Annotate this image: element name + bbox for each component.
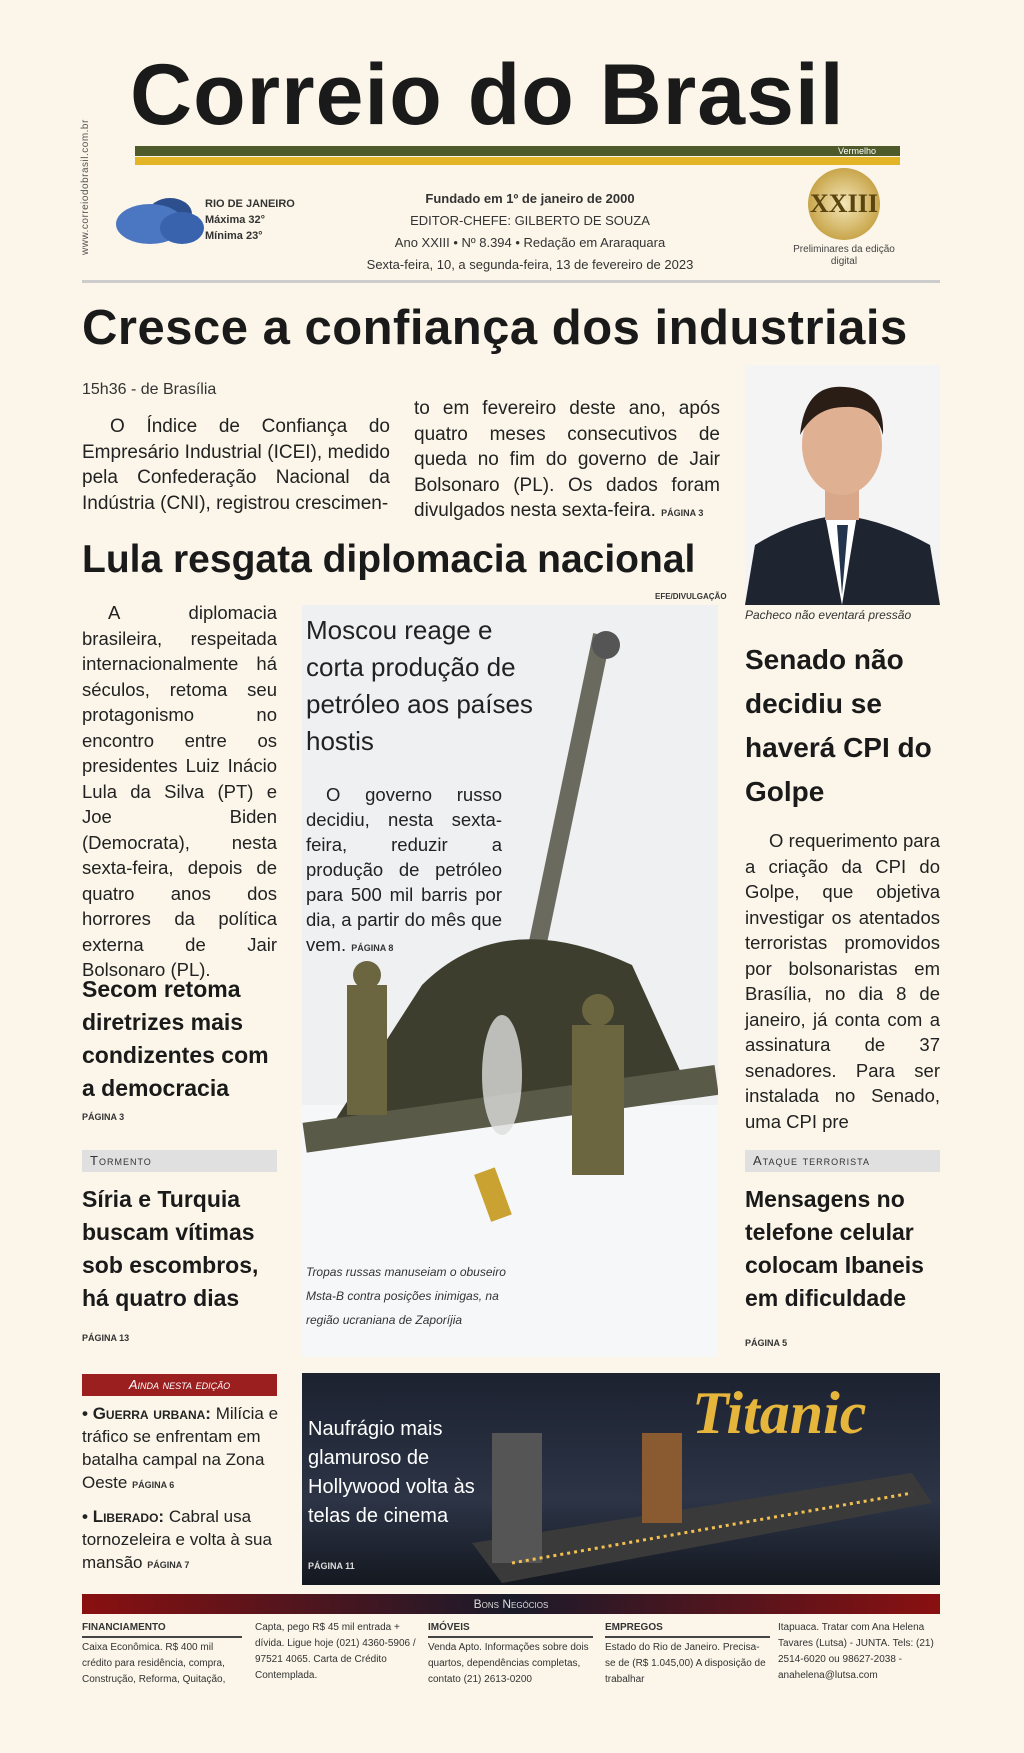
diplomacy-body: A diplomacia brasileira, respeitada internacionalmente há séculos, retoma seu protagonismo no encontro entre os presidentes Luiz Inácio Lula da Silva (PT) e Joe Biden (Democrata), nesta sexta-feira, depois de quatro anos dos horrores da política externa de Jair Bolsonaro (PL). bbox=[82, 602, 277, 980]
lead-col2: to em fevereiro deste ano, após quatro meses consecutivos de queda no fim do governo de Jair Bolsonaro (PL). Os dados foram divulgados nesta sexta-feira. PÁGINA 3 bbox=[414, 398, 720, 521]
ainda-tag: Ainda nesta edição bbox=[82, 1374, 277, 1396]
page-ref[interactable]: PÁGINA 3 bbox=[661, 508, 704, 518]
classified-col: EMPREGOS Estado do Rio de Janeiro. Precisa-se de (R$ 1.045,00) A disposição de trabalhar bbox=[605, 1620, 770, 1688]
classified-col: Capta, pego R$ 45 mil entrada + dívida. Ligue hoje (021) 4360-5906 / 97521 4065. Carta de Crédito Contemplada. bbox=[255, 1622, 416, 1681]
ainda-list bbox=[82, 1402, 282, 1577]
anniversary-seal: XXIII bbox=[808, 168, 880, 240]
diplomacy-headline[interactable]: Lula resgata diplomacia nacional bbox=[82, 538, 696, 581]
classified-col: Itapuaca. Tratar com Ana Helena Tavares (Lutsa) - JUNTA. Tels: (21) 2514-6020 ou 98627-2038 - anahelena@lutsa.com bbox=[778, 1622, 934, 1681]
side-url: www.correiodobrasil.com.br bbox=[80, 119, 91, 255]
secom-page[interactable]: PÁGINA 3 bbox=[82, 1112, 125, 1122]
titanic-text: Naufrágio mais glamuroso de Hollywood volta às telas de cinema bbox=[308, 1418, 475, 1527]
founded: Fundado em 1º de janeiro de 2000 bbox=[425, 191, 635, 206]
ataque-tag: Ataque terrorista bbox=[745, 1150, 940, 1172]
weather-city: RIO DE JANEIRO bbox=[205, 198, 295, 210]
weather bbox=[205, 196, 295, 244]
masthead-gold-bar bbox=[135, 157, 900, 165]
classifieds-bar: Bons Negócios bbox=[82, 1594, 940, 1614]
ataque-page[interactable]: PÁGINA 5 bbox=[745, 1338, 788, 1348]
photo-credit: EFE/DIVULGAÇÃO bbox=[655, 592, 727, 601]
lead-headline[interactable]: Cresce a confiança dos industriais bbox=[82, 301, 908, 355]
edition-mark: Vermelho bbox=[838, 146, 877, 156]
cloud-icon bbox=[110, 192, 210, 248]
classified-col: FINANCIAMENTO Caixa Econômica. R$ 400 mil crédito para residência, compra, Construção, Reforma, Quitação, bbox=[82, 1620, 242, 1688]
ainda-item[interactable]: • Guerra urbana: Milícia e tráfico se enfrentam em batalha campal na Zona Oeste PÁGINA 6 bbox=[82, 1404, 279, 1492]
masthead-title: Correio do Brasil bbox=[130, 47, 845, 143]
masthead-green-bar bbox=[135, 146, 900, 156]
lead-col1: O Índice de Confiança do Empresário Industrial (ICEI), medido pela Confederação Nacional da Indústria (CNI), registrou crescimen- bbox=[82, 416, 390, 514]
titanic-banner[interactable] bbox=[302, 1373, 940, 1585]
lead-time: 15h36 - de Brasília bbox=[82, 381, 217, 398]
portrait-photo bbox=[745, 365, 940, 605]
classified-col: IMÓVEIS Venda Apto. Informações sobre dois quartos, dependências completas, contato (21) 2613-0200 bbox=[428, 1620, 593, 1688]
tormento-page[interactable]: PÁGINA 13 bbox=[82, 1333, 130, 1343]
date: Sexta-feira, 10, a segunda-feira, 13 de fevereiro de 2023 bbox=[366, 257, 694, 272]
senado-headline[interactable]: Senado não decidiu se haverá CPI do Golpe bbox=[745, 644, 932, 807]
issue: Ano XXIII • Nº 8.394 • Redação em Araraquara bbox=[394, 235, 666, 250]
tormento-headline[interactable]: Síria e Turquia buscam vítimas sob escombros, há quatro dias bbox=[82, 1186, 259, 1311]
tormento-tag: Tormento bbox=[82, 1150, 277, 1172]
moscow-body: O governo russo decidiu, nesta sexta-feira, reduzir a produção de petróleo para 500 mil barris por dia, a partir do mês que vem. PÁGINA 8 bbox=[306, 784, 502, 955]
secom-headline[interactable]: Secom retoma diretrizes mais condizentes com a democracia bbox=[82, 976, 269, 1101]
ainda-item[interactable]: • Liberado: Cabral usa tornozeleira e volta à sua mansão PÁGINA 7 bbox=[82, 1507, 272, 1572]
ataque-headline[interactable]: Mensagens no telefone celular colocam Ibaneis em dificuldade bbox=[745, 1186, 924, 1311]
titanic-page: PÁGINA 11 bbox=[308, 1561, 355, 1571]
moscow-caption: Tropas russas manuseiam o obuseiro Msta-B contra posições inimigas, na região ucraniana de Zaporíjia bbox=[306, 1265, 506, 1327]
seal-caption: Preliminares da edição digital bbox=[793, 244, 895, 267]
divider bbox=[82, 280, 940, 283]
weather-min: Mínima 23° bbox=[205, 230, 263, 242]
moscow-headline[interactable]: Moscou reage e corta produção de petróleo aos países hostis bbox=[306, 615, 533, 756]
editor: EDITOR-CHEFE: GILBERTO DE SOUZA bbox=[410, 213, 650, 228]
portrait-caption: Pacheco não eventará pressão bbox=[745, 608, 912, 622]
senado-body: O requerimento para a criação da CPI do Golpe, que objetiva investigar os atentados terroristas promovidos por bolsonaristas em Brasília, no dia 8 de janeiro, já conta com a assinatura de 37 senadores. Para ser instalada no Senado, uma CPI pre bbox=[745, 830, 940, 1132]
titanic-logo: Titanic bbox=[692, 1380, 867, 1446]
masthead-info bbox=[330, 188, 730, 276]
weather-max: Máxima 32° bbox=[205, 214, 266, 226]
